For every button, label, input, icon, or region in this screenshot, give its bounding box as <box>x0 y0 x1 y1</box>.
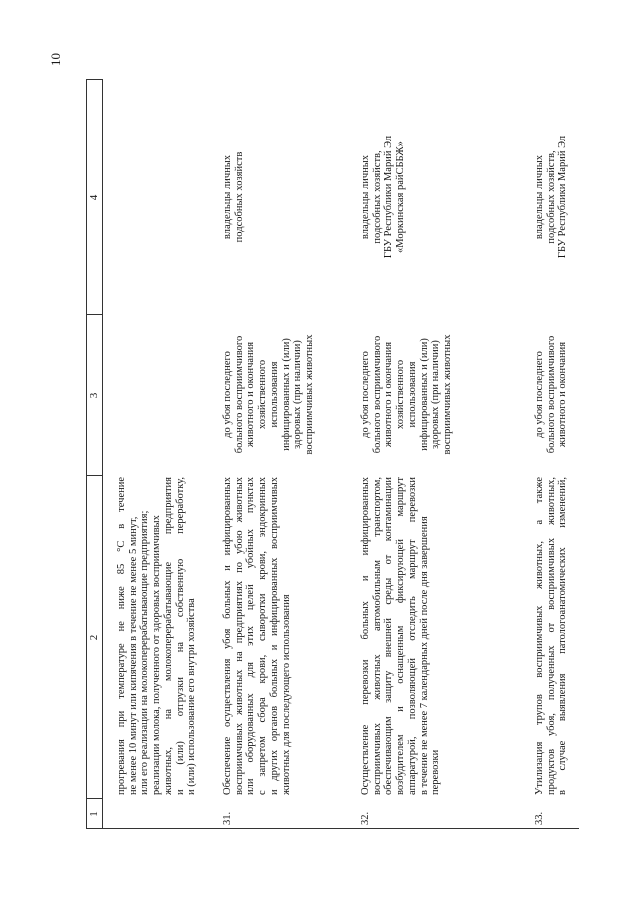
row-32-measure-line: возбудителем и оснащенным фиксирующей маршрут <box>395 477 407 795</box>
row-33-measure-line: в случае выявления патологоанатомических изменений, <box>557 477 569 795</box>
row-31-measure-line: или оборудованных для этих целей убойных пунктах <box>245 477 257 795</box>
row-0-measure-line: реализации молока, полученного от здоровых восприимчивых <box>151 515 163 795</box>
table-top-border <box>86 79 87 829</box>
row-31-term-line: до убоя последнего <box>222 351 233 438</box>
row-31-term-line: хозяйственного <box>257 359 269 430</box>
row-0-measure-line: и (или) использование его внутри хозяйства <box>186 598 198 795</box>
row-0-measure-line: животных, на молокоперерабатывающие предприятия <box>162 477 174 795</box>
row-31-responsible <box>222 83 245 311</box>
row-32-term-line: использования <box>406 361 418 428</box>
row-32-term-line: восприимчивых животных <box>441 334 453 455</box>
row-31-term <box>222 317 316 472</box>
row-31-measure-line: и других органов больных и инфицированных восприимчивых <box>268 477 280 795</box>
column-number-3: 3 <box>88 392 100 399</box>
row-0-measure <box>116 477 198 795</box>
row-31-term-line: здоровых (при наличии) <box>292 340 304 449</box>
row-31-term-line: больного восприимчивого <box>233 335 245 454</box>
measures-table <box>86 79 579 829</box>
column-number-2: 2 <box>88 634 100 641</box>
row-33-responsible-line: ГБУ Республики Марий Эл <box>557 135 569 259</box>
row-32-responsible <box>360 83 407 311</box>
row-0-measure-line: не менее 10 минут или кипячения в течение не менее 5 минут, <box>127 516 139 795</box>
row-32-term-line: животного и окончания <box>383 341 395 448</box>
row-0-measure-line: или его реализации на молокоперерабатывающие предприятия; <box>139 510 151 795</box>
row-31-term-line: восприимчивых животных <box>303 334 315 455</box>
row-33-measure <box>534 477 569 795</box>
row-0-measure-line: и (или) отгрузки на собственную переработку, <box>174 477 186 795</box>
row-33-measure-line: продуктов убоя, полученных от восприимчивых животных, <box>545 477 557 795</box>
row-31-term-line: инфицированных и (или) <box>280 338 292 451</box>
row-32-term-line: до убоя последнего <box>360 351 371 438</box>
row-33-term <box>534 317 569 472</box>
row-31-measure <box>222 477 292 795</box>
row-32-number: 32. <box>360 811 371 825</box>
row-32-term-line: больного восприимчивого <box>371 335 383 454</box>
header-bottom-border <box>102 79 103 829</box>
row-32-responsible-line: подсобных хозяйств, <box>371 150 383 244</box>
row-32-measure-line: аппаратурой, позволяющей отследить маршрут перевозки <box>406 477 418 795</box>
row-32-responsible-line: «Моркинская райСББЖ» <box>395 141 407 253</box>
row-32-measure-line: Осуществление перевозки больных и инфицированных <box>360 477 371 795</box>
table-left-border <box>86 828 579 829</box>
row-32-term-line: инфицированных и (или) <box>418 338 430 451</box>
row-32-term-line: здоровых (при наличии) <box>430 340 442 449</box>
row-33-measure-line: Утилизация трупов восприимчивых животных, а также <box>534 477 545 795</box>
row-31-measure-line: Обеспечение осуществления убоя больных и инфицированных <box>222 477 233 795</box>
row-33-term-line: до убоя последнего <box>534 351 545 438</box>
row-32-term-line: хозяйственного <box>395 359 407 430</box>
row-33-term-line: животного и окончания <box>557 341 569 448</box>
row-31-term-line: использования <box>268 361 280 428</box>
row-32-measure-line: восприимчивых животных автомобильным транспортом, <box>371 477 383 795</box>
row-32-measure <box>360 477 442 795</box>
row-31-responsible-line: владельцы личных <box>222 154 233 240</box>
row-33-responsible-line: владельцы личных <box>534 154 545 240</box>
column-number-4: 4 <box>88 194 100 201</box>
row-32-term <box>360 317 454 472</box>
row-31-responsible-line: подсобных хозяйств <box>233 151 245 243</box>
row-32-measure-line: перевозки <box>430 749 442 795</box>
row-31-number: 31. <box>222 811 233 825</box>
row-32-measure-line: обеспечивающим защиту внешней среды от контаминации <box>383 477 395 795</box>
row-33-term-line: больного восприимчивого <box>545 335 557 454</box>
row-33-responsible <box>534 83 569 311</box>
row-32-responsible-line: ГБУ Республики Марий Эл <box>383 135 395 259</box>
row-31-measure-line: восприимчивых животных на предприятиях по убою животных <box>233 477 245 795</box>
row-0-measure-line: прогревания при температуре не ниже 85 °С в течение <box>116 477 127 795</box>
row-31-measure-line: животных для последующего использования <box>280 594 292 795</box>
column-number-1: 1 <box>88 811 100 817</box>
row-32-measure-line: в течение не менее 7 календарных дней после дня завершения <box>418 516 430 795</box>
row-32-responsible-line: владельцы личных <box>360 154 371 240</box>
row-31-term-line: животного и окончания <box>245 341 257 448</box>
page-number: 10 <box>48 53 63 66</box>
row-33-responsible-line: подсобных хозяйств, <box>545 150 557 244</box>
row-33-number: 33. <box>534 811 545 825</box>
row-31-measure-line: с запретом сбора крови, сыворотки крови, эндокринных <box>257 477 269 795</box>
